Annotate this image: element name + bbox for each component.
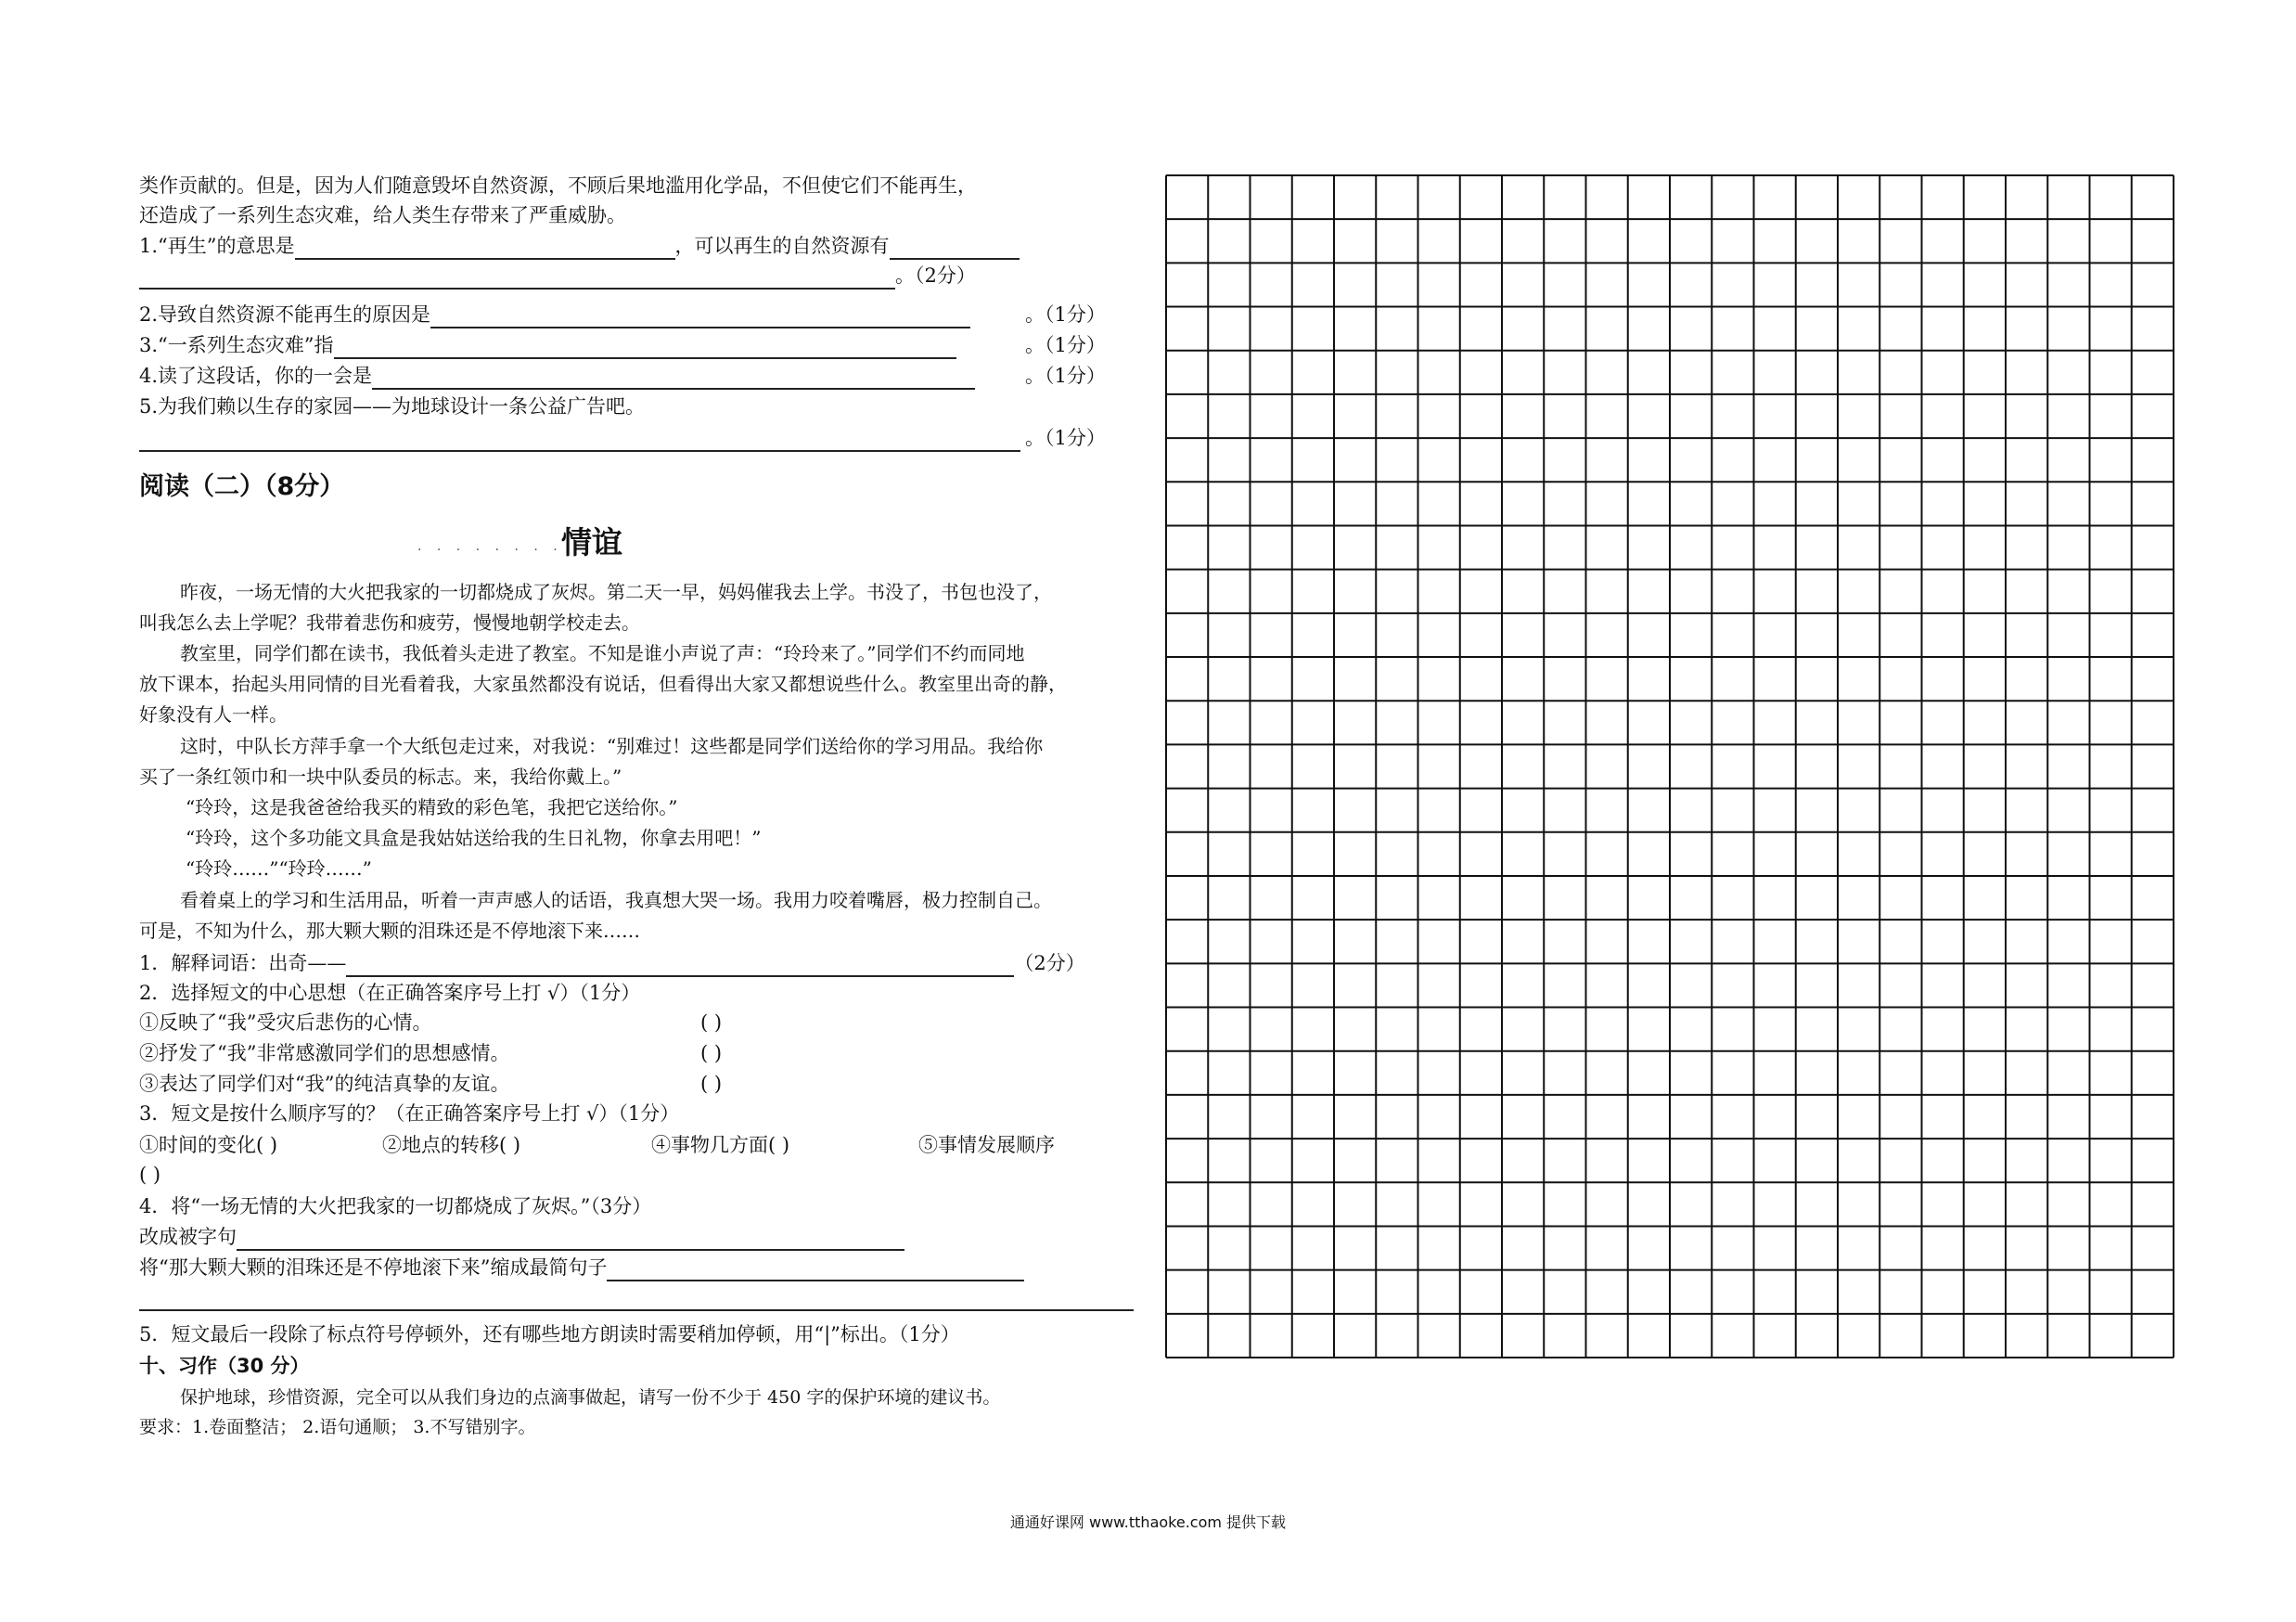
passage-line: “玲玲……”“玲玲……” bbox=[186, 857, 372, 880]
question-3: 3.“一系列生态灾难”指 bbox=[139, 331, 956, 359]
question-4-b: 将“那大颗大颗的泪珠还是不停地滚下来”缩成最简句子 bbox=[139, 1254, 1024, 1281]
question-5: 5．短文最后一段除了标点符号停顿外，还有哪些地方朗读时需要稍加停顿，用“|”标出。（1分） bbox=[139, 1323, 960, 1345]
writing-grid[interactable] bbox=[1164, 174, 2175, 1359]
passage-line: 还造成了一系列生态灾难，给人类生存带来了严重威胁。 bbox=[139, 204, 626, 226]
section-heading: 十、习作（30 分） bbox=[139, 1355, 310, 1377]
answer-paren[interactable]: ( ) bbox=[700, 1073, 723, 1095]
passage-line: 教室里，同学们都在读书，我低着头走进了教室。不知是谁小声说了声：“玲玲来了。”同学们不约而同地 bbox=[180, 642, 1025, 664]
points-label: 。（1分） bbox=[1025, 365, 1106, 387]
composition-requirements: 要求：1.卷面整洁； 2.语句通顺； 3.不写错别字。 bbox=[139, 1417, 536, 1437]
answer-line[interactable] bbox=[139, 430, 1020, 452]
passage-line: 类作贡献的。但是，因为人们随意毁坏自然资源，不顾后果地滥用化学品，不但使它们不能再生， bbox=[139, 174, 977, 197]
answer-line[interactable] bbox=[346, 955, 1014, 977]
question-4-a: 改成被字句 bbox=[139, 1223, 904, 1251]
answer-line[interactable] bbox=[607, 1259, 1024, 1281]
option[interactable]: ②抒发了“我”非常感激同学们的思想感情。 bbox=[139, 1042, 510, 1064]
answer-paren[interactable]: ( ) bbox=[139, 1164, 161, 1186]
passage-line: 放下课本，抬起头用同情的目光看着我，大家虽然都没有说话，但看得出大家又都想说些什么。教室里出奇的静， bbox=[139, 673, 1067, 695]
passage-line: 好象没有人一样。 bbox=[139, 703, 288, 726]
option[interactable]: ②地点的转移( ) bbox=[382, 1134, 521, 1156]
option[interactable]: ⑤事情发展顺序 bbox=[918, 1134, 1055, 1156]
question-2: 2.导致自然资源不能再生的原因是 bbox=[139, 301, 970, 328]
option[interactable]: ①时间的变化( ) bbox=[139, 1134, 278, 1156]
passage-line: 买了一条红领巾和一块中队委员的标志。来，我给你戴上。” bbox=[139, 766, 622, 788]
question-1: 1．解释词语：出奇—— （2分） bbox=[139, 949, 1085, 977]
answer-line[interactable] bbox=[890, 238, 1020, 260]
passage-line: 看着桌上的学习和生活用品，听着一声声感人的话语，我真想大哭一场。我用力咬着嘴唇，极力控制自己。 bbox=[180, 889, 1052, 911]
passage-line: 这时，中队长方萍手拿一个大纸包走过来，对我说：“别难过！这些都是同学们送给你的学习用品。我给你 bbox=[180, 735, 1044, 757]
question-3: 3．短文是按什么顺序写的？（在正确答案序号上打 √）（1分） bbox=[139, 1102, 680, 1125]
question-5-line bbox=[139, 424, 1020, 452]
passage-line: 昨夜，一场无情的大火把我家的一切都烧成了灰烬。第二天一早，妈妈催我去上学。书没了，书包也没了， bbox=[180, 581, 1052, 603]
question-4: 4.读了这段话，你的一会是 bbox=[139, 362, 975, 390]
question-1: 1.“再生”的意思是 ，可以再生的自然资源有 bbox=[139, 232, 1020, 260]
answer-line[interactable] bbox=[430, 306, 970, 328]
question-2: 2．选择短文的中心思想（在正确答案序号上打 √）（1分） bbox=[139, 982, 641, 1004]
section-heading: 阅读（二）（8分） bbox=[139, 472, 345, 501]
answer-line[interactable] bbox=[334, 337, 956, 359]
points-label: 。（1分） bbox=[1025, 334, 1106, 356]
question-5: 5.为我们赖以生存的家园——为地球设计一条公益广告吧。 bbox=[139, 395, 646, 418]
passage-title: 情谊 bbox=[561, 524, 622, 560]
answer-line[interactable] bbox=[372, 367, 975, 390]
option[interactable]: ③表达了同学们对“我”的纯洁真挚的友谊。 bbox=[139, 1073, 510, 1095]
passage-line: 叫我怎么去上学呢？我带着悲伤和疲劳，慢慢地朝学校走去。 bbox=[139, 611, 640, 634]
points-label: 。（1分） bbox=[1025, 303, 1106, 326]
passage-line: 可是，不知为什么，那大颗大颗的泪珠还是不停地滚下来…… bbox=[139, 920, 640, 942]
decorative-dots: · · · · · · · · bbox=[417, 543, 563, 558]
answer-paren[interactable]: ( ) bbox=[700, 1042, 723, 1064]
option[interactable]: ①反映了“我”受灾后悲伤的心情。 bbox=[139, 1011, 432, 1034]
answer-line[interactable] bbox=[139, 1309, 1134, 1311]
option[interactable]: ④事物几方面( ) bbox=[651, 1134, 790, 1156]
composition-prompt: 保护地球，珍惜资源，完全可以从我们身边的点滴事做起，请写一份不少于 450 字的保护环境的建议书。 bbox=[180, 1387, 1001, 1408]
question-1-cont: 。（2分） bbox=[139, 262, 976, 290]
passage-line: “玲玲，这是我爸爸给我买的精致的彩色笔，我把它送给你。” bbox=[186, 796, 678, 818]
points-label: 。（1分） bbox=[1025, 427, 1106, 449]
answer-line[interactable] bbox=[139, 267, 895, 290]
answer-line[interactable] bbox=[295, 238, 675, 260]
question-4: 4．将“一场无情的大火把我家的一切都烧成了灰烬。”（3分） bbox=[139, 1195, 652, 1217]
answer-paren[interactable]: ( ) bbox=[700, 1011, 723, 1034]
answer-line[interactable] bbox=[237, 1229, 904, 1251]
passage-line: “玲玲，这个多功能文具盒是我姑姑送给我的生日礼物，你拿去用吧！” bbox=[186, 827, 762, 849]
footer-credit: 通通好课网 www.tthaoke.com 提供下载 bbox=[1009, 1513, 1287, 1531]
